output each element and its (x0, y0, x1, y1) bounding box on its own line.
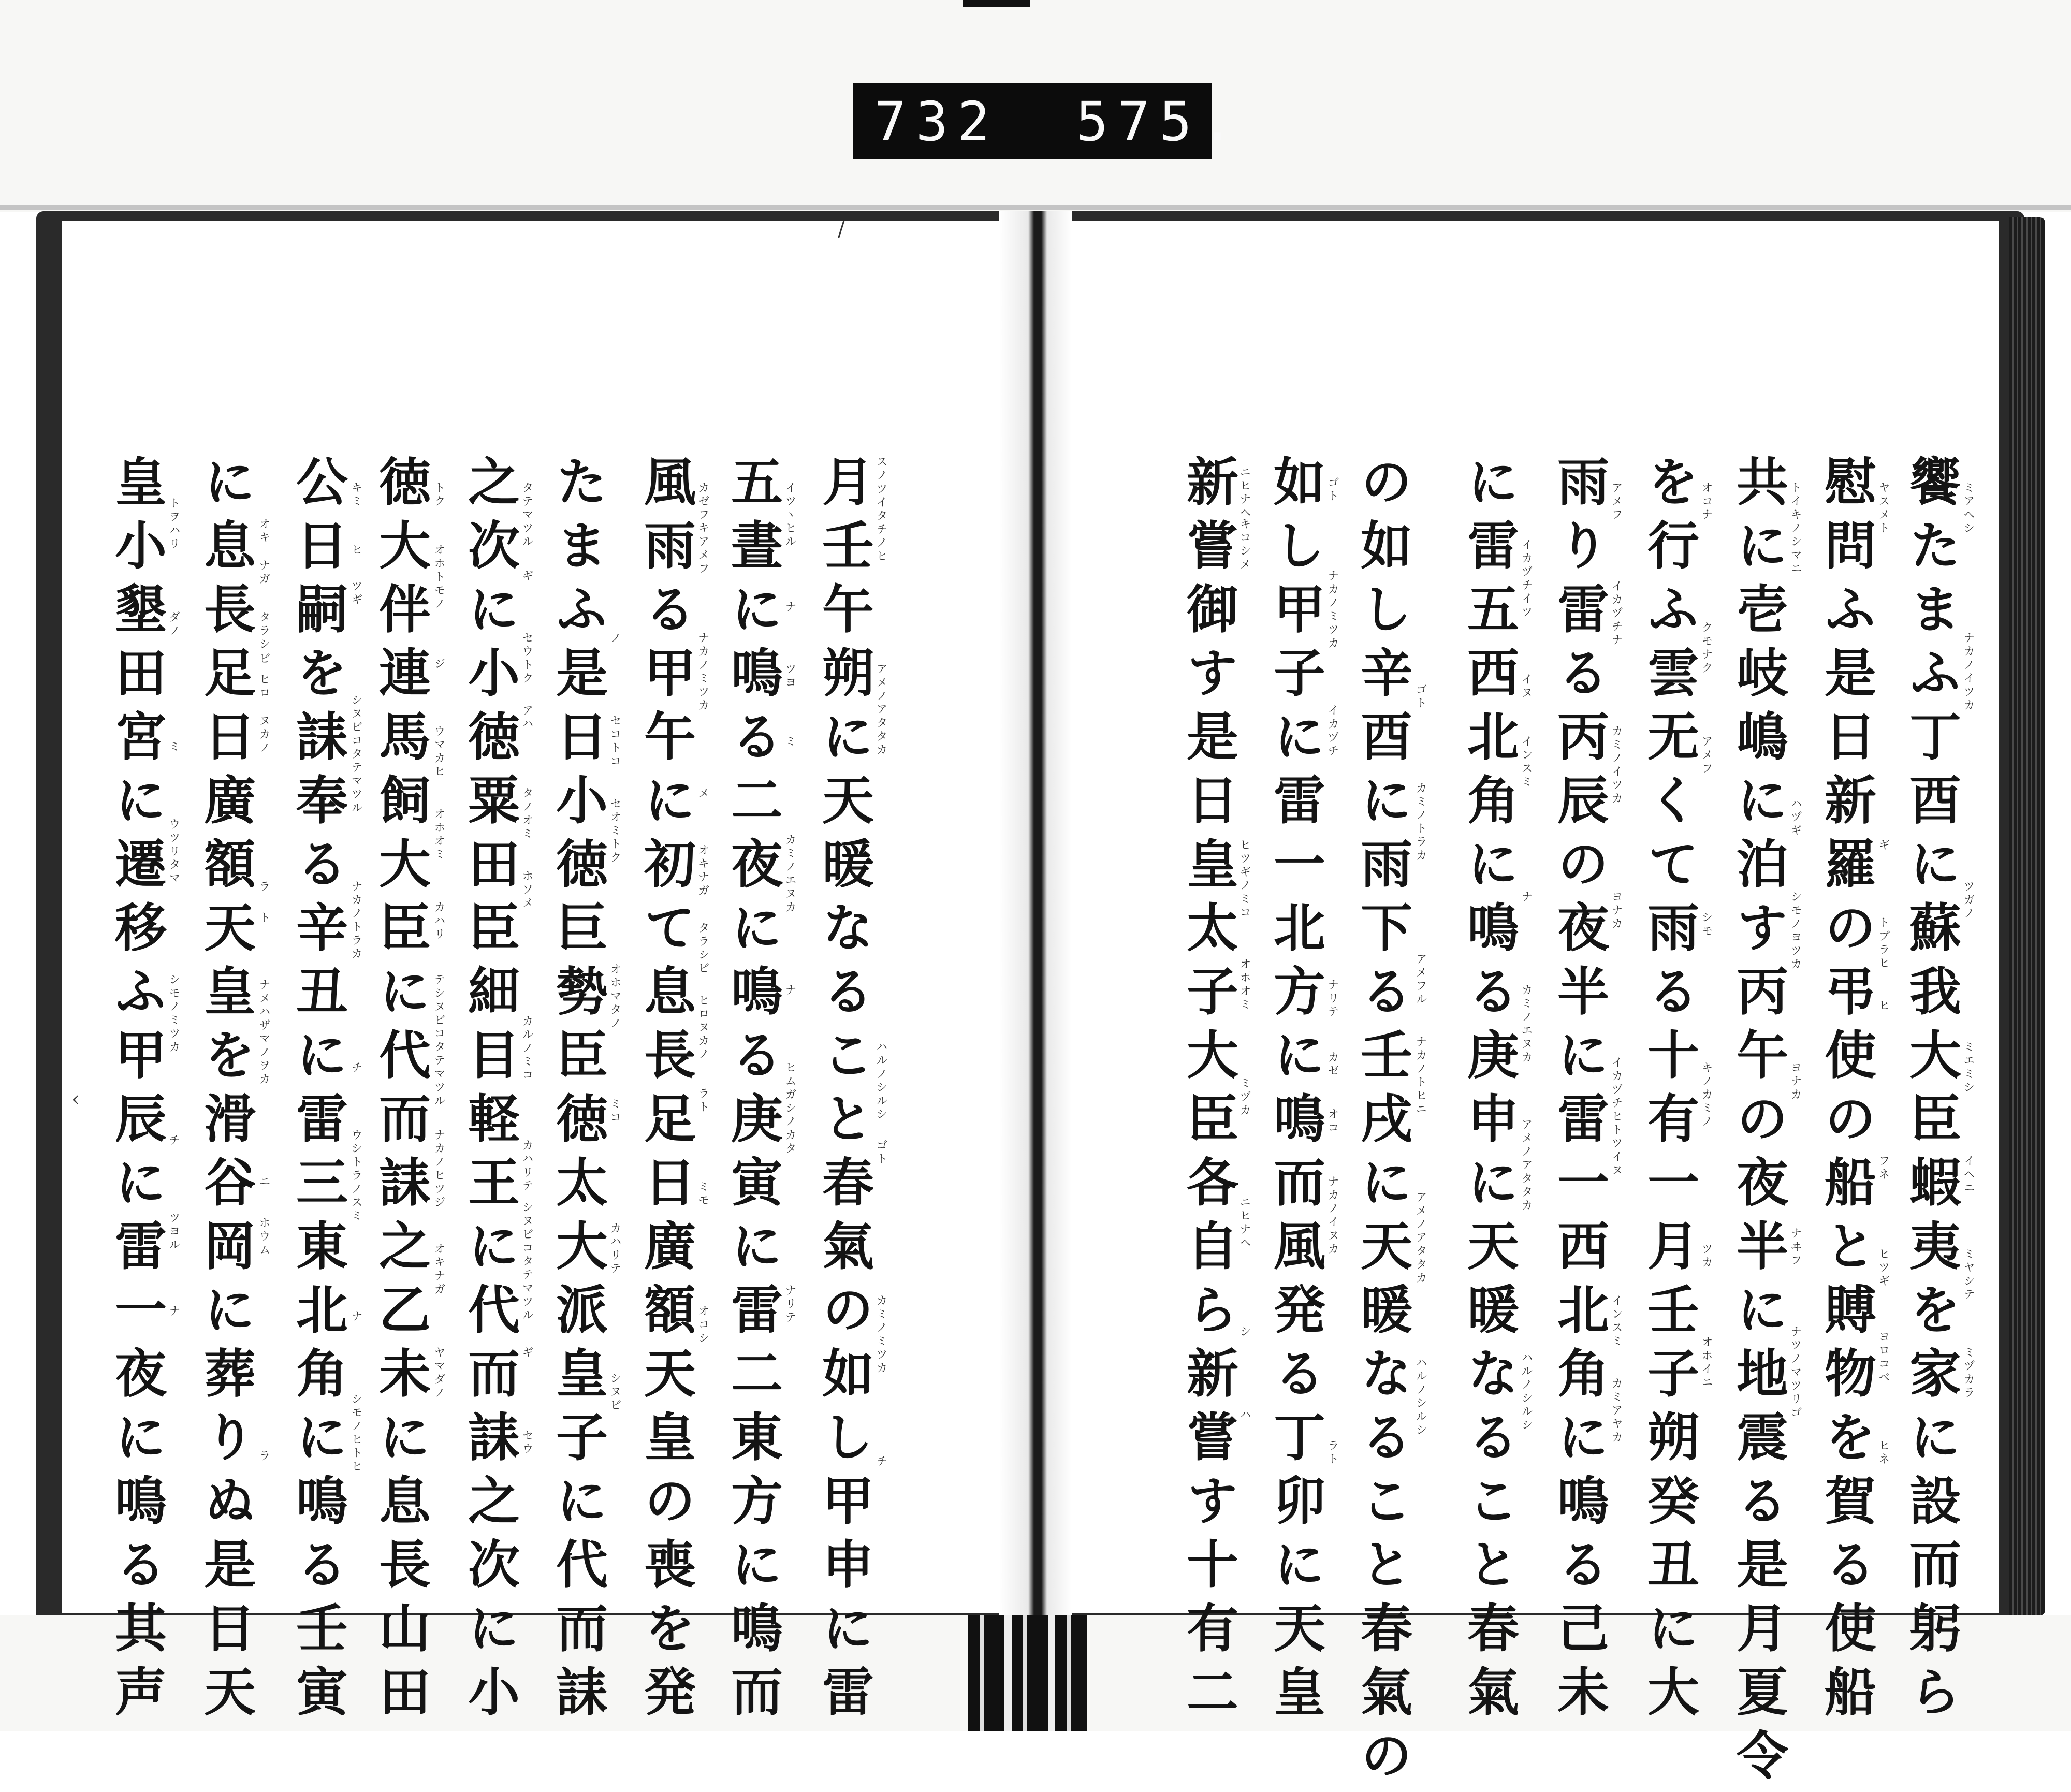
furigana-gloss: オキナガ (432, 1243, 445, 1296)
furigana-gloss: ラ (257, 880, 270, 894)
furigana-gloss: ホウム (257, 1217, 270, 1257)
furigana-gloss: セコトコ (608, 715, 621, 768)
scan-edge-line (0, 205, 2071, 210)
furigana-gloss: チ (167, 1134, 180, 1147)
furigana-gloss: アメフル (1414, 953, 1427, 1007)
furigana-gloss: ナカノイツカ (1962, 632, 1975, 712)
furigana-gloss: ツヨ (783, 663, 796, 690)
furigana-gloss: チ (349, 1061, 362, 1075)
furigana-gloss: ミコ (608, 1098, 621, 1125)
furigana-gloss: カミノミツカ (874, 1294, 887, 1375)
furigana-gloss: ナ (783, 984, 796, 997)
furigana-gloss: ヒムガシノカタ (783, 1061, 796, 1156)
left-text-column: 風雨る甲午に初て息長足日廣額天皇の喪を発 (635, 455, 696, 1728)
furigana-gloss: ギ (520, 1346, 533, 1360)
furigana-gloss: ゴト (874, 1139, 887, 1166)
furigana-gloss: ツギ (349, 580, 362, 607)
furigana-gloss: シモノヨツカ (1789, 891, 1802, 971)
left-text-column: に息長足日廣額天皇を滑谷岡に葬りぬ是日天 (195, 455, 256, 1728)
furigana-gloss: ミヅカラ (1962, 1346, 1975, 1400)
page-edges (2009, 217, 2045, 1615)
left-text-column: 公日嗣を誄奉る辛丑に雷三東北角に鳴る壬寅 (287, 455, 348, 1728)
left-text-column: 月壬午朔に天暖なること春氣の如し甲申に雷 (813, 455, 874, 1728)
furigana-gloss: ナカノトラカ (349, 880, 362, 961)
furigana-gloss: シモ (1700, 911, 1713, 938)
furigana-gloss: ナリテ (783, 1284, 796, 1324)
furigana-gloss: オコナ (1700, 482, 1713, 522)
furigana-gloss: キノカミノ (1700, 1061, 1713, 1129)
furigana-gloss: タラシビ (696, 922, 709, 975)
furigana-gloss: イカヅチ (1326, 704, 1339, 758)
furigana-gloss: イヘニ (1962, 1155, 1975, 1195)
left-text-column: 徳大伴連馬飼大臣に代而誄之乙未に息長山田 (370, 455, 431, 1728)
furigana-gloss: ミ (783, 735, 796, 749)
furigana-gloss: タラシ (257, 611, 270, 651)
furigana-gloss: ニヒナヘ (1238, 466, 1251, 520)
furigana-gloss: ヤスメト (1877, 482, 1890, 535)
furigana-gloss: ジ (432, 658, 445, 671)
furigana-gloss: ヨナカ (1789, 1061, 1802, 1102)
furigana-gloss: ナリテ (1326, 979, 1339, 1019)
furigana-gloss: カミノエヌカ (1520, 984, 1533, 1065)
furigana-gloss: イツヽヒル (783, 482, 796, 549)
furigana-gloss: ヒネ (1877, 1439, 1890, 1466)
furigana-gloss: アメノアタタカ (1520, 1118, 1533, 1213)
furigana-gloss: メ (696, 787, 709, 800)
furigana-gloss: トイキノシマニ (1789, 482, 1802, 576)
furigana-gloss: オコ (1326, 1108, 1339, 1135)
furigana-gloss: ナ (783, 601, 796, 614)
catalog-number-right: 575. (1076, 90, 1243, 153)
furigana-gloss: ナカノミツカ (696, 632, 709, 712)
furigana-gloss: オホマタノ (608, 963, 621, 1030)
furigana-gloss: ダノ (167, 611, 180, 638)
furigana-gloss: ミヅカ (1238, 1077, 1251, 1117)
furigana-gloss: ホソメ (520, 870, 533, 910)
book-gutter (999, 211, 1072, 1625)
furigana-gloss: ツガノ (1962, 880, 1975, 921)
furigana-gloss: カハリ (432, 901, 445, 941)
furigana-gloss: ラト (696, 1087, 709, 1114)
catalog-number-left: 732 (874, 90, 999, 153)
furigana-gloss: キミ (349, 482, 362, 508)
furigana-gloss: カミノイツカ (1610, 725, 1623, 806)
furigana-gloss: トク (432, 482, 445, 508)
furigana-gloss: ナカノトヒニ (1414, 1036, 1427, 1116)
furigana-gloss: ヒツギ (1877, 1248, 1890, 1288)
furigana-gloss: フネ (1877, 1155, 1890, 1182)
furigana-gloss: ハルノシルシ (1520, 1351, 1533, 1432)
furigana-gloss: ナカノヒツジ (432, 1129, 445, 1210)
right-text-column: 如し甲子に雷一北方に鳴而風発る丁卯に天皇 (1265, 455, 1326, 1728)
right-text-column: 慰問ふ是日新羅の弔使の船と賻物を賀る使船 (1816, 455, 1877, 1728)
furigana-gloss: ヨナカ (1610, 891, 1623, 931)
furigana-gloss: シ (1238, 1325, 1251, 1339)
right-text-column: 共に壱岐嶋に泊す丙午の夜半に地震る是月夏令 (1728, 455, 1789, 1792)
furigana-gloss: ニ (257, 1175, 270, 1189)
left-text-column: 之次に小徳粟田臣細目軽王に代而誄之次に小 (459, 455, 520, 1728)
stray-mark: ‹ (71, 1087, 80, 1111)
furigana-gloss: オキナガ (696, 844, 709, 898)
furigana-gloss: ギ (1877, 839, 1890, 852)
furigana-gloss: ニヒナヘ (1238, 1196, 1251, 1250)
binding-clip (963, 0, 1030, 7)
catalog-label (853, 83, 1243, 159)
furigana-gloss: アハ (520, 704, 533, 731)
furigana-gloss: ウシトラノスミ (349, 1129, 362, 1223)
furigana-gloss: カゼフキアメフ (696, 482, 709, 576)
furigana-gloss: シモノヒトヒ (349, 1393, 362, 1474)
furigana-gloss: キコシメ (1238, 518, 1251, 572)
furigana-gloss: ハルノシルシ (874, 1041, 887, 1121)
furigana-gloss: カミノエヌカ (783, 834, 796, 914)
right-text-column: 雨り雷る丙辰の夜半に雷一西北角に鳴る己未 (1549, 455, 1610, 1728)
furigana-gloss: ギ (520, 570, 533, 583)
furigana-gloss: カルノミコ (520, 1015, 533, 1082)
furigana-gloss: アメノアタタカ (1414, 1191, 1427, 1285)
furigana-gloss: カゼ (1326, 1051, 1339, 1078)
furigana-gloss: カハリテ (520, 1139, 533, 1193)
furigana-gloss: ハルノシルシ (1414, 1357, 1427, 1437)
furigana-gloss: トブラヒ (1877, 916, 1890, 970)
furigana-gloss: アメフ (1700, 735, 1713, 776)
furigana-gloss: ハヅギ (1789, 797, 1802, 838)
left-text-column: 五晝に鳴る二夜に鳴る庚寅に雷二東方に鳴而 (722, 455, 783, 1728)
furigana-gloss: ヤマダノ (432, 1346, 445, 1400)
furigana-gloss: スノツイタチノヒ (874, 456, 887, 563)
furigana-gloss: オコシ (696, 1305, 709, 1345)
furigana-gloss: シモノミツカ (167, 973, 180, 1054)
furigana-gloss: イカヅチイツ (1520, 538, 1533, 619)
furigana-gloss: チ (874, 1455, 887, 1468)
furigana-gloss: セオミトク (608, 797, 621, 865)
furigana-gloss: ナツノマツリゴ (1789, 1325, 1802, 1420)
furigana-gloss: ノ (608, 632, 621, 645)
furigana-gloss: オホイニ (1700, 1336, 1713, 1390)
furigana-gloss: ナ (1520, 891, 1533, 904)
furigana-gloss: アメノアタタカ (874, 663, 887, 757)
furigana-gloss: ナ (167, 1305, 180, 1318)
furigana-gloss: ツヨル (167, 1212, 180, 1252)
furigana-gloss: オホトモノ (432, 544, 445, 611)
furigana-gloss: セウトク (520, 632, 533, 686)
furigana-gloss: イカヅチヒトツイヌ (1610, 1056, 1623, 1177)
stray-mark: / (838, 217, 845, 241)
furigana-gloss: シヌビコタテマツル (349, 694, 362, 815)
furigana-gloss: シヌビ (608, 1372, 621, 1412)
furigana-gloss: インスミ (1520, 735, 1533, 789)
right-text-column: 饗たまふ丁酉に蘇我大臣蝦夷を家に設而躬ら (1901, 455, 1962, 1728)
furigana-gloss: ミヤシテ (1962, 1248, 1975, 1302)
book-spine (968, 1615, 1087, 1731)
furigana-gloss: カハリテ (608, 1222, 621, 1276)
furigana-gloss: ナヰフ (1789, 1227, 1802, 1267)
furigana-gloss: ヒロ (257, 673, 270, 700)
furigana-gloss: タテマツル (520, 482, 533, 549)
furigana-gloss: オキ (257, 518, 270, 545)
right-text-column: に雷五西北角に鳴る庚申に天暖なること春氣 (1459, 455, 1520, 1728)
furigana-gloss: ミエミシ (1962, 1041, 1975, 1095)
right-text-column: を行ふ雲无くて雨る十有一月壬子朔癸丑に大 (1639, 455, 1700, 1728)
furigana-gloss: カミノトラカ (1414, 782, 1427, 863)
furigana-gloss: ト (257, 911, 270, 925)
furigana-gloss: セウ (520, 1429, 533, 1456)
furigana-gloss: トヲハリ (167, 497, 180, 551)
furigana-gloss: ウツリタマ (167, 818, 180, 885)
furigana-gloss: ウマカヒ (432, 725, 445, 779)
furigana-gloss: イヌ (1520, 673, 1533, 700)
furigana-gloss: ハ (1238, 1408, 1251, 1422)
furigana-gloss: ナ (349, 1310, 362, 1323)
furigana-gloss: ナメハザマノヲカ (257, 979, 270, 1086)
furigana-gloss: クモナク (1700, 621, 1713, 675)
furigana-gloss: ミアヘシ (1962, 482, 1975, 535)
furigana-gloss: ナカノミツカ (1326, 570, 1339, 650)
right-text-column: の如し辛酉に雨下る壬戌に天暖なること春氣の (1352, 455, 1413, 1792)
furigana-gloss: ゴト (1414, 683, 1427, 710)
furigana-gloss: ナカノイヌカ (1326, 1175, 1339, 1256)
furigana-gloss: ヨロコベ (1877, 1331, 1890, 1385)
furigana-gloss: ミ (167, 740, 180, 754)
furigana-gloss: ゴト (1326, 476, 1339, 503)
furigana-gloss: ツカ (1700, 1243, 1713, 1270)
furigana-gloss: タノオミ (520, 787, 533, 841)
right-text-column: 新嘗御す是日皇太子大臣各自ら新嘗す十有二 (1178, 455, 1239, 1728)
furigana-gloss: ヌカノ (257, 715, 270, 755)
furigana-gloss: カミアヤカ (1610, 1377, 1623, 1445)
furigana-gloss: ヒロヌカノ (696, 994, 709, 1061)
furigana-gloss: テシヌビコタテマツル (432, 973, 445, 1108)
furigana-gloss: ビ (257, 652, 270, 666)
furigana-gloss: インスミ (1610, 1294, 1623, 1348)
left-text-column: 皇小墾田宮に遷移ふ甲辰に雷一夜に鳴る其声 (106, 455, 167, 1728)
furigana-gloss: オホオミ (1238, 958, 1251, 1012)
left-text-column: たまふ是日小徳巨勢臣徳太大派皇子に代而誄 (547, 455, 608, 1728)
furigana-gloss: アメフ (1610, 482, 1623, 522)
furigana-gloss: シヌビコタテマツル (520, 1201, 533, 1322)
furigana-gloss: ラト (1326, 1439, 1339, 1466)
furigana-gloss: ナガ (257, 559, 270, 586)
furigana-gloss: イカヅチナ (1610, 580, 1623, 647)
furigana-gloss: ヒツギノミコ (1238, 839, 1251, 920)
furigana-gloss: ヒ (349, 544, 362, 557)
furigana-gloss: ミモ (696, 1181, 709, 1207)
furigana-gloss: オホオミ (432, 808, 445, 862)
furigana-gloss: ヒ (1877, 999, 1890, 1013)
furigana-gloss: ラ (257, 1450, 270, 1463)
